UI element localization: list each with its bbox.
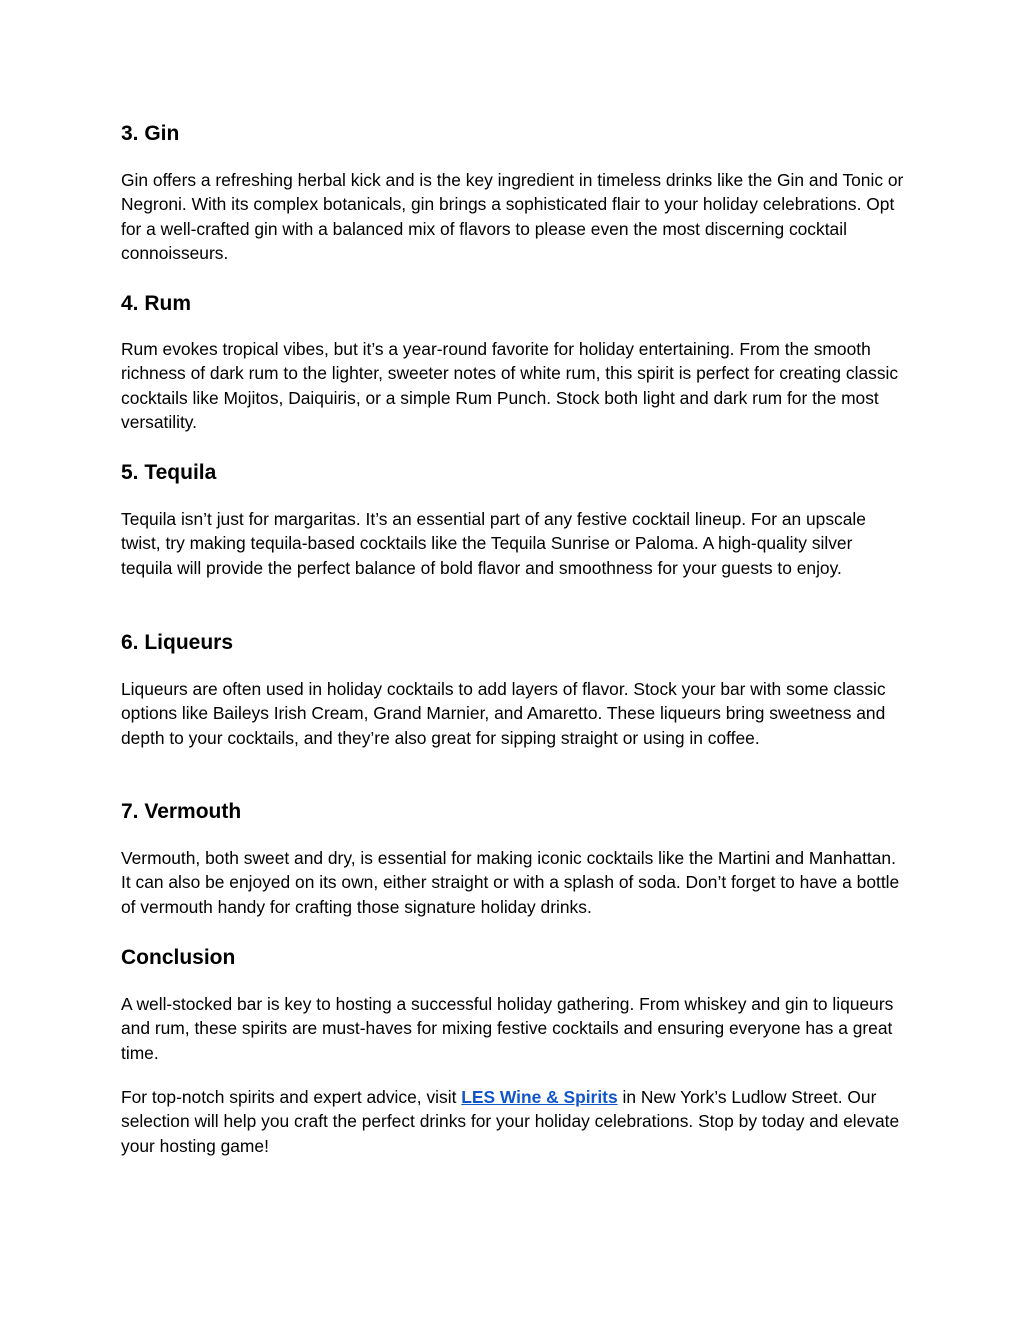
section-paragraph: Vermouth, both sweet and dry, is essential for making iconic cocktails like the Martini and Manhattan. It can also be enjoyed on its own, either straight or with a splash of soda. Don’t forget to have a bottle of vermouth handy for crafting those signature holiday drinks. [121, 848, 900, 917]
closing-text-prefix: For top-notch spirits and expert advice, visit [121, 1087, 462, 1107]
section-paragraph: Rum evokes tropical vibes, but it’s a year-round favorite for holiday entertaining. From the smooth richness of dark rum to the lighter, sweeter notes of white rum, this spirit is perfect for creating classic cocktails like Mojitos, Daiquiris, or a simple Rum Punch. Stock both light and dark rum for the most versatility. [121, 339, 899, 432]
section-heading: Conclusion [121, 946, 236, 969]
section-conclusion [121, 945, 906, 1156]
section-vermouth [121, 799, 906, 917]
section-heading: 4. Rum [121, 292, 192, 315]
section-liqueurs [121, 630, 906, 748]
section-heading: 5. Tequila [121, 461, 217, 484]
closing-paragraph [121, 1085, 906, 1158]
section-rum [121, 291, 906, 432]
section-heading: 7. Vermouth [121, 800, 242, 823]
section-gin [121, 121, 906, 263]
store-link[interactable]: LES Wine & Spirits [461, 1087, 618, 1107]
section-paragraph: Liqueurs are often used in holiday cocktails to add layers of flavor. Stock your bar with some classic options like Baileys Irish Cream, Grand Marnier, and Amaretto. These liqueurs bring sweetness and depth to your cocktails, and they’re also great for sipping straight or using in coffee. [121, 679, 886, 748]
section-heading: 6. Liqueurs [121, 631, 234, 654]
conclusion-paragraph: A well-stocked bar is key to hosting a successful holiday gathering. From whiskey and gin to liqueurs and rum, these spirits are must-haves for mixing festive cocktails and ensuring everyone has a great time. [121, 994, 894, 1063]
closing-text-suffix: in New York’s Ludlow Street. Our selection will help you craft the perfect drinks for your holiday celebrations. Stop by today and elevate your hosting game! [121, 1087, 900, 1156]
section-paragraph: Tequila isn’t just for margaritas. It’s an essential part of any festive cocktail lineup. For an upscale twist, try making tequila-based cocktails like the Tequila Sunrise or Paloma. A high-quality silver tequila will provide the perfect balance of bold flavor and smoothness for your guests to enjoy. [121, 509, 866, 578]
section-paragraph: Gin offers a refreshing herbal kick and is the key ingredient in timeless drinks like the Gin and Tonic or Negroni. With its complex botanicals, gin brings a sophisticated flair to your holiday celebrations. Opt for a well-crafted gin with a balanced mix of flavors to please even the most discerning cocktail connoisseurs. [121, 170, 904, 263]
section-heading: 3. Gin [121, 122, 180, 145]
section-tequila [121, 460, 906, 578]
